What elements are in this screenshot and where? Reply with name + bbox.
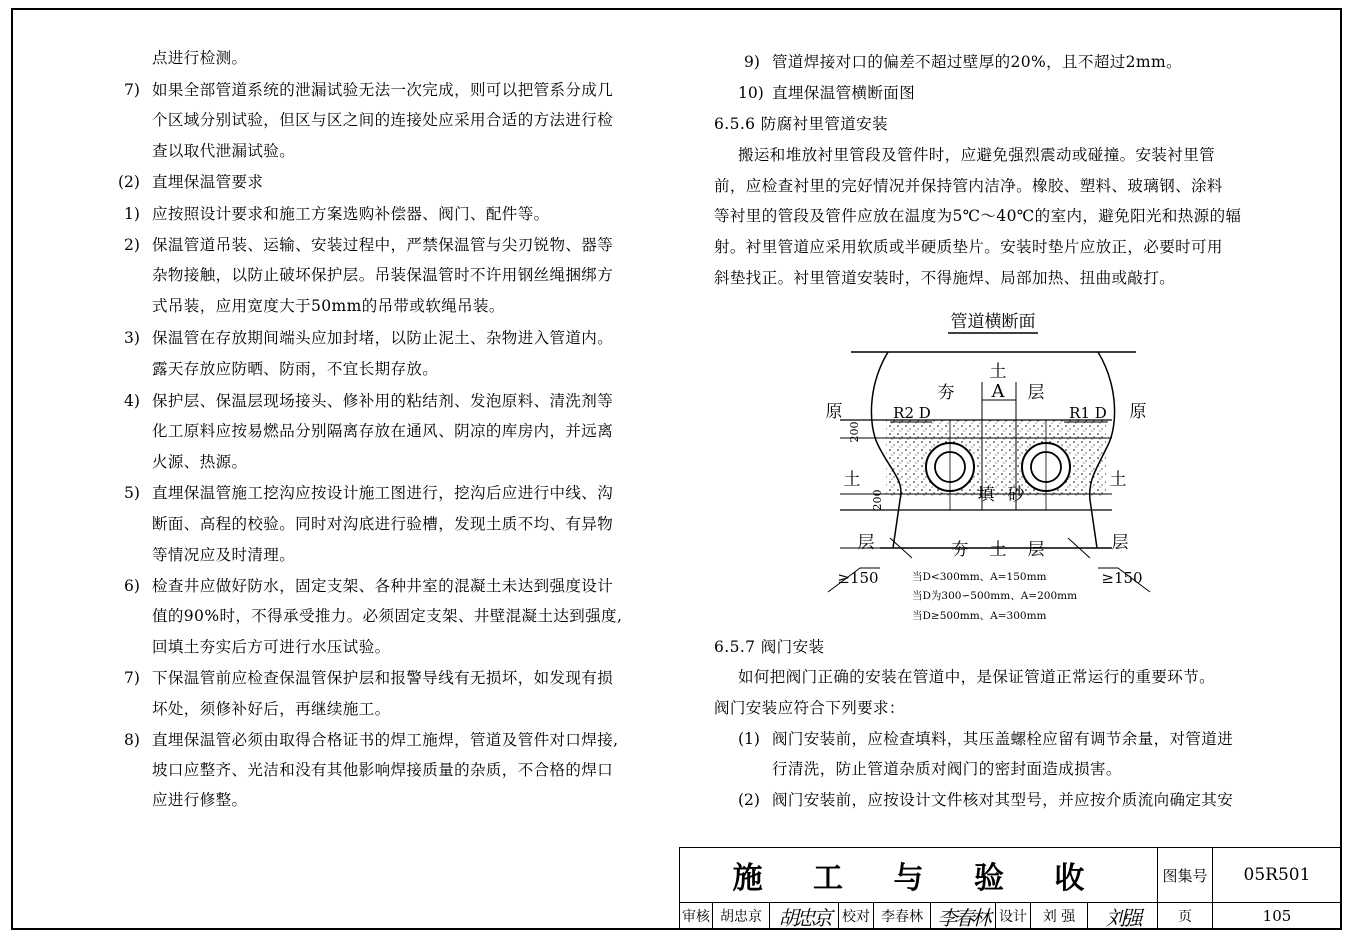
review-label: 审核 [682, 909, 710, 925]
text-line: 保护层、保温层现场接头、修补用的粘结剂、发泡原料、清洗剂等 [152, 392, 614, 410]
item-number: 10) [738, 84, 764, 102]
label-ceng-top: 层 [1027, 383, 1045, 403]
text-line: 式吊装，应用宽度大于50mm的吊带或软绳吊装。 [152, 297, 505, 315]
label-ceng-right: 层 [1111, 533, 1129, 553]
item-number: (2) [118, 173, 140, 191]
label-ge150-right: ≥150 [1101, 569, 1143, 587]
text-line: 行清洗，防止管道杂质对阀门的密封面造成损害。 [772, 760, 1122, 778]
text-line: 应按照设计要求和施工方案选购补偿器、阀门、配件等。 [152, 205, 550, 223]
checker-cell [873, 902, 931, 930]
diagram-note-2: 当D为300∽500mm、A=200mm [912, 590, 1078, 602]
atlas-number-cell [1212, 847, 1342, 903]
text-line: 值的90%时，不得承受推力。必须固定支架、井壁混凝土达到强度, [152, 607, 623, 625]
label-200-top: 200 [848, 421, 861, 443]
label-tu-top: 土 [989, 362, 1007, 382]
check-label-cell [838, 902, 874, 930]
label-tu-right: 土 [1109, 470, 1127, 490]
designer-cell [1030, 902, 1088, 930]
text-line: 管道焊接对口的偏差不超过壁厚的20%，且不超过2mm。 [772, 53, 1183, 71]
reviewer-signature-cell [769, 902, 839, 930]
item-number: 8) [124, 731, 140, 749]
text-line: 坡口应整齐、光洁和没有其他影响焊接质量的杂质，不合格的焊口 [152, 761, 614, 779]
text-line: 等衬里的管段及管件应放在温度为5℃～40℃的室内，避免阳光和热源的辐 [714, 207, 1242, 225]
text-line: 直埋保温管施工挖沟应按设计施工图进行，挖沟后应进行中线、沟 [152, 484, 614, 502]
item-number: 1) [124, 205, 140, 223]
text-line: 回填土夯实后方可进行水压试验。 [152, 638, 391, 656]
text-line: 直埋保温管横断面图 [772, 84, 916, 102]
designer-name: 刘 强 [1042, 909, 1076, 925]
item-number: 7) [124, 669, 140, 687]
label-200-bottom: 200 [871, 489, 884, 511]
text-line: 保温管在存放期间端头应加封堵，以防止泥土、杂物进入管道内。 [152, 329, 614, 347]
text-line: 检查井应做好防水，固定支架、各种井室的混凝土未达到强度设计 [152, 577, 614, 595]
item-number: (1) [738, 730, 760, 748]
text-line: 断面、高程的校验。同时对沟底进行验槽，发现土质不均、有异物 [152, 515, 614, 533]
item-number: 3) [124, 329, 140, 347]
text-line: 查以取代泄漏试验。 [152, 142, 296, 160]
item-number: (2) [738, 791, 760, 809]
item-number: 2) [124, 236, 140, 254]
label-bottom-tu: 土 [989, 540, 1007, 560]
text-line: 坏处，须修补好后，再继续施工。 [152, 700, 391, 718]
text-line: 直埋保温管要求 [152, 173, 264, 191]
text-line: 前，应检查衬里的完好情况并保持管内洁净。橡胶、塑料、玻璃钢、涂料 [714, 177, 1223, 195]
drawing-title: 施 工 与 验 收 [732, 861, 1105, 896]
atlas-label-cell [1157, 847, 1213, 903]
item-number: 7) [124, 81, 140, 99]
label-ceng-left: 层 [857, 533, 875, 553]
design-label: 设计 [999, 909, 1027, 925]
item-number: 5) [124, 484, 140, 502]
item-number: 4) [124, 392, 140, 410]
text-line: 保温管道吊装、运输、安装过程中，严禁保温管与尖刃锐物、器等 [152, 236, 614, 254]
text-line: 如何把阀门正确的安装在管道中，是保证管道正常运行的重要环节。 [738, 668, 1216, 686]
checker-name: 李春林 [881, 909, 923, 925]
pipe-cross-section-diagram [818, 303, 1162, 627]
atlas-label: 图集号 [1162, 866, 1208, 885]
review-label-cell [679, 902, 713, 930]
text-line: 露天存放应防晒、防雨，不宜长期存放。 [152, 360, 439, 378]
page-label: 页 [1178, 909, 1192, 925]
text-line: 杂物接触，以防止破坏保护层。吊装保温管时不许用钢丝绳捆绑方 [152, 266, 614, 284]
text-line: 阀门安装应符合下列要求： [714, 699, 905, 717]
text-line: 个区域分别试验，但区与区之间的连接处应采用合适的方法进行检 [152, 111, 614, 129]
label-r2d: R2 D [893, 404, 931, 422]
title-block [679, 847, 1342, 930]
text-line: 下保温管前应检查保温管保护层和报警导线有无损坏，如发现有损 [152, 669, 614, 687]
designer-signature-cell [1087, 902, 1158, 930]
label-tian: 填 [977, 485, 995, 505]
label-tu-left: 土 [843, 470, 861, 490]
page-number-cell [1212, 902, 1342, 930]
diagram-note-1: 当D<300mm、A=150mm [912, 571, 1047, 583]
reviewer-cell [712, 902, 770, 930]
item-number: 9) [744, 53, 760, 71]
text-line: 化工原料应按易燃品分别隔离存放在通风、阴凉的库房内，并远离 [152, 422, 614, 440]
text-line: 应进行修整。 [152, 791, 248, 809]
text-line: 阀门安装前，应按设计文件核对其型号，并应按介质流向确定其安 [772, 791, 1234, 809]
page-number: 105 [1262, 907, 1292, 925]
label-r1d: R1 D [1069, 404, 1107, 422]
text-line: 射。衬里管道应采用软质或半硬质垫片。安装时垫片应放正，必要时可用 [714, 238, 1223, 256]
check-label: 校对 [842, 909, 870, 925]
item-number: 6) [124, 577, 140, 595]
title-cell [679, 847, 1158, 903]
text-line: 搬运和堆放衬里管段及管件时，应避免强烈震动或碰撞。安装衬里管 [738, 146, 1216, 164]
design-label-cell [995, 902, 1031, 930]
reviewer-signature: 胡忠京 [778, 905, 830, 930]
text-line: 6.5.7 阀门安装 [714, 638, 825, 656]
text-line: 等情况应及时清理。 [152, 546, 296, 564]
label-ge150-left: ≥150 [837, 569, 879, 587]
diagram-note-3: 当D≥500mm、A=300mm [912, 610, 1047, 622]
text-line: 斜垫找正。衬里管道安装时，不得施焊、局部加热、扭曲或敲打。 [714, 269, 1176, 287]
text-line: 火源、热源。 [152, 453, 248, 471]
label-hang: 夯 [937, 383, 955, 403]
label-yuan-right: 原 [1129, 402, 1147, 422]
atlas-number: 05R501 [1243, 865, 1311, 885]
label-dim-a: A [991, 381, 1005, 402]
label-sha: 砂 [1007, 485, 1025, 505]
text-line: 直埋保温管必须由取得合格证书的焊工施焊，管道及管件对口焊接, [152, 731, 619, 749]
text-line: 如果全部管道系统的泄漏试验无法一次完成，则可以把管系分成几 [152, 81, 614, 99]
checker-signature: 李春林 [937, 905, 989, 930]
label-bottom-ceng: 层 [1027, 540, 1045, 560]
diagram-title: 管道横断面 [950, 312, 1036, 332]
designer-signature: 刘强 [1105, 905, 1140, 930]
checker-signature-cell [930, 902, 996, 930]
text-line: 6.5.6 防腐衬里管道安装 [714, 115, 888, 133]
page-label-cell [1157, 902, 1213, 930]
text-line: 点进行检测。 [152, 49, 248, 67]
label-bottom-hang: 夯 [951, 540, 969, 560]
label-yuan-left: 原 [825, 402, 843, 422]
reviewer-name: 胡忠京 [720, 909, 762, 925]
text-line: 阀门安装前，应检查填料，其压盖螺栓应留有调节余量，对管道进 [772, 730, 1234, 748]
